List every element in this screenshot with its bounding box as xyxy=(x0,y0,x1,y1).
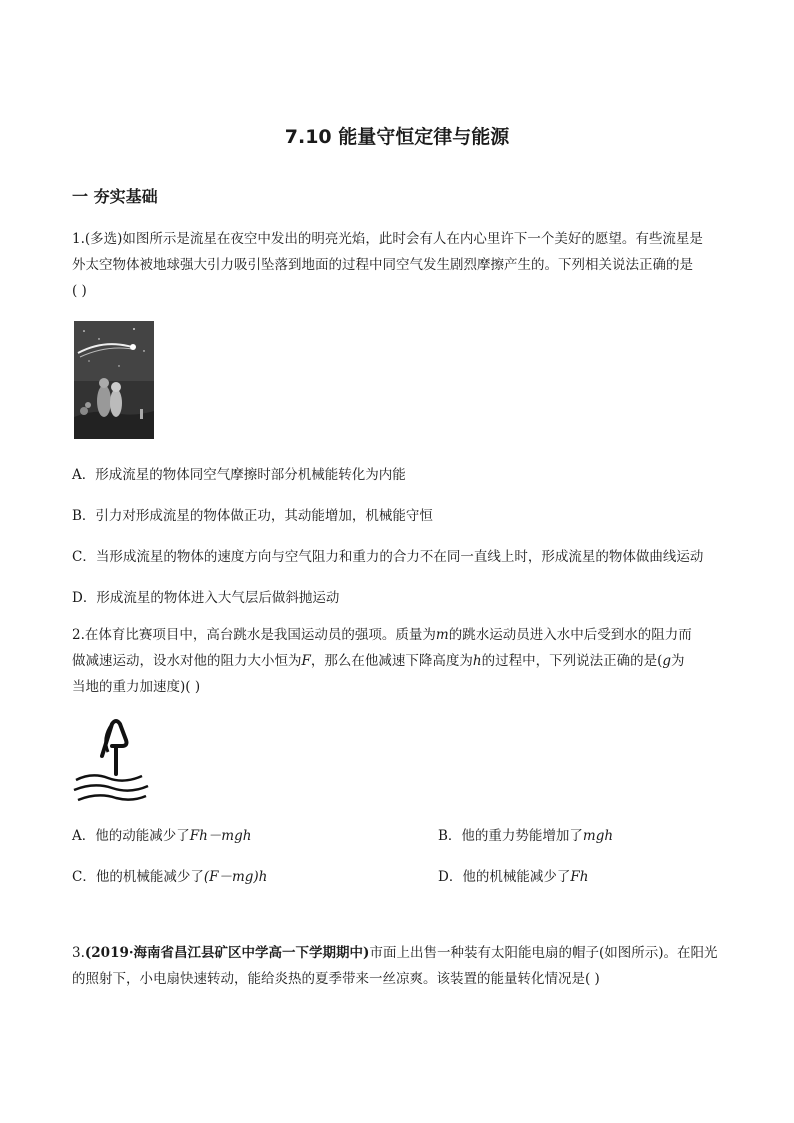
diver-picture xyxy=(72,716,150,802)
question-3-text xyxy=(72,940,724,992)
q2-var-m: m xyxy=(435,627,449,643)
q2-option-d-text: D．他的机械能减少了 xyxy=(438,869,571,885)
question-1-option-b: B．引力对形成流星的物体做正功，其动能增加，机械能守恒 xyxy=(72,508,433,524)
question-2-line-2 xyxy=(72,648,724,674)
question-2-line-3: 当地的重力加速度)( ) xyxy=(72,679,201,695)
q2-option-c-expr: (F－mg)h xyxy=(203,869,268,885)
q3-text-1: 市面上出售一种装有太阳能电扇的帽子(如图所示)。在阳光 xyxy=(369,945,718,961)
question-2-option-b xyxy=(438,824,613,844)
q2-text-2b: ，那么在他减速下降高度为 xyxy=(310,653,473,669)
question-1-option-c: C．当形成流星的物体的速度方向与空气阻力和重力的合力不在同一直线上时，形成流星的物体做曲线运动 xyxy=(72,549,704,565)
q2-text-1b: 的跳水运动员进入水中后受到水的阻力而 xyxy=(448,627,692,643)
q2-text-2a: 做减速运动，设水对他的阻力大小恒为 xyxy=(72,653,302,669)
question-1-option-d: D．形成流星的物体进入大气层后做斜抛运动 xyxy=(72,590,340,606)
q2-option-d-expr: Fh xyxy=(570,869,589,885)
question-1-option-a: A．形成流星的物体同空气摩擦时部分机械能转化为内能 xyxy=(72,467,406,483)
question-3-line-1 xyxy=(72,940,724,966)
q3-source: (2019·海南省昌江县矿区中学高一下学期期中) xyxy=(84,945,370,961)
q2-text-2c: 的过程中，下列说法正确的是( xyxy=(481,653,663,669)
q2-option-a-expr: Fh－mgh xyxy=(189,828,252,844)
question-1-line-2: 外太空物体被地球强大引力吸引坠落到地面的过程中同空气发生剧烈摩擦产生的。下列相关说法正确的是 xyxy=(72,257,693,273)
question-1-text xyxy=(72,226,724,304)
q2-text-1a: 2.在体育比赛项目中，高台跳水是我国运动员的强项。质量为 xyxy=(72,627,436,643)
q2-option-c-text: C．他的机械能减少了 xyxy=(72,869,204,885)
q2-var-g: g xyxy=(662,653,672,669)
q2-option-a-text: A．他的动能减少了 xyxy=(72,828,190,844)
question-2-text xyxy=(72,622,724,700)
question-2-option-a xyxy=(72,824,251,844)
q2-text-2d: 为 xyxy=(671,653,685,669)
section-title: 一 夯实基础 xyxy=(72,187,158,206)
question-2-option-d xyxy=(438,865,588,885)
meteor-picture xyxy=(74,321,154,439)
q3-number: 3. xyxy=(72,945,85,961)
meteor-illustration xyxy=(74,321,154,439)
q2-option-b-text: B．他的重力势能增加了 xyxy=(438,828,583,844)
question-2-line-1 xyxy=(72,622,724,648)
question-3-line-2: 的照射下，小电扇快速转动，能给炎热的夏季带来一丝凉爽。该装置的能量转化情况是( ) xyxy=(72,971,600,987)
diver-illustration xyxy=(72,716,150,802)
q2-var-F: F xyxy=(301,653,311,669)
question-1-line-1: 1.(多选)如图所示是流星在夜空中发出的明亮光焰，此时会有人在内心里许下一个美好的愿望。有些流星是 xyxy=(72,231,703,247)
question-1-line-3: ( ) xyxy=(72,283,87,299)
page-title: 7.10 能量守恒定律与能源 xyxy=(284,126,510,148)
question-2-option-c xyxy=(72,865,267,885)
q2-var-h: h xyxy=(472,653,482,669)
q2-option-b-expr: mgh xyxy=(582,828,614,844)
